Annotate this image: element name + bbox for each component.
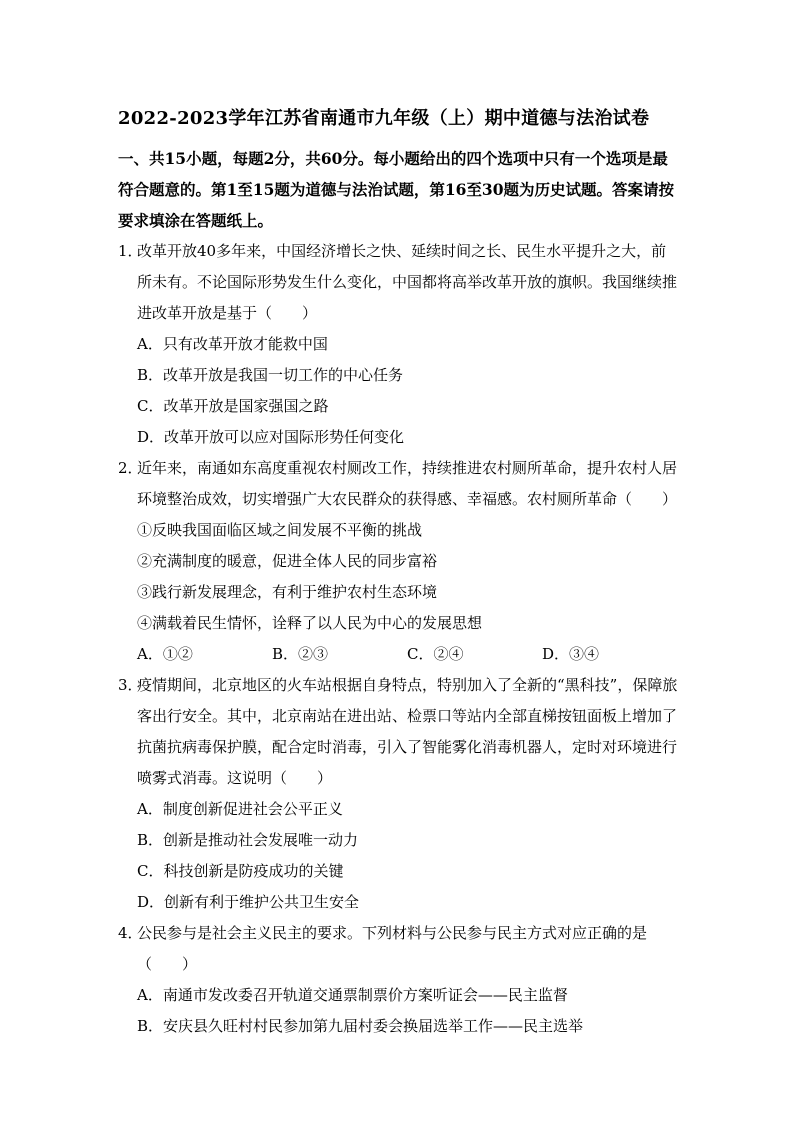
question-number: 2． [118,459,143,477]
option-b[interactable]: B．创新是推动社会发展唯一动力 [137,831,359,849]
option-d[interactable]: D．创新有利于维护公共卫生安全 [137,893,360,911]
option-c[interactable]: C．②④ [407,645,464,663]
question-stem [118,236,680,329]
question-text: 疫情期间，北京地区的火车站根据自身特点，特别加入了全新的“黑科技”，保障旅客出行安全。其中，北京南站在进出站、检票口等站内全部直梯按钮面板上增加了抗菌抗病毒保护膜，配合定时消毒，引入了智能雾化消毒机器人，定时对环境进行喷雾式消毒。这说明（ ） [137,676,678,787]
question-text: 改革开放40多年来，中国经济增长之快、延续时间之长、民生水平提升之大，前所未有。不论国际形势发生什么变化，中国都将高举改革开放的旗帜。我国继续推进改革开放是基于（ ） [137,242,678,322]
option-c[interactable]: C．改革开放是国家强国之路 [137,397,329,415]
question-number: 1． [118,242,143,260]
question-2 [118,453,680,670]
question-number: 3． [118,676,143,694]
section-instructions: 一、共15小题，每题2分，共60分。每小题给出的四个选项中只有一个选项是最符合题意的。第1至15题为道德与法治试题，第16至30题为历史试题。答案请按要求填涂在答题纸上。 [118,149,674,230]
option-c[interactable]: C．科技创新是防疫成功的关键 [137,862,344,880]
option-a[interactable]: A．只有改革开放才能救中国 [137,335,328,353]
statement-3: ③践行新发展理念，有利于维护农村生态环境 [137,583,438,601]
option-b[interactable]: B．改革开放是我国一切工作的中心任务 [137,366,404,384]
statement-1: ①反映我国面临区域之间发展不平衡的挑战 [137,521,423,539]
option-d[interactable]: D．③④ [542,645,600,663]
question-stem [118,453,680,515]
question-text: 公民参与是社会主义民主的要求。下列材料与公民参与民主方式对应正确的是（ ） [137,924,648,973]
option-b[interactable]: B．安庆县久旺村村民参加第九届村委会换届选举工作——民主选举 [137,1017,584,1035]
question-4 [118,918,680,1042]
statement-4: ④满载着民生情怀，诠释了以人民为中心的发展思想 [137,614,483,632]
question-3 [118,670,680,918]
option-a[interactable]: A．南通市发改委召开轨道交通票制票价方案听证会——民主监督 [137,986,568,1004]
exam-title: 2022-2023学年江苏省南通市九年级（上）期中道德与法治试卷 [118,108,650,129]
option-b[interactable]: B．②③ [272,645,329,663]
options-row [118,639,680,670]
option-a[interactable]: A．制度创新促进社会公平正义 [137,800,343,818]
question-stem [118,918,680,980]
question-text: 近年来，南通如东高度重视农村厕改工作，持续推进农村厕所革命，提升农村人居环境整治成效，切实增强广大农民群众的获得感、幸福感。农村厕所革命（ ） [137,459,678,508]
question-1 [118,236,680,453]
option-d[interactable]: D．改革开放可以应对国际形势任何变化 [137,428,405,446]
option-a[interactable]: A．①② [137,645,193,663]
question-number: 4． [118,924,143,942]
question-stem [118,670,680,794]
statement-2: ②充满制度的暖意，促进全体人民的同步富裕 [137,552,438,570]
